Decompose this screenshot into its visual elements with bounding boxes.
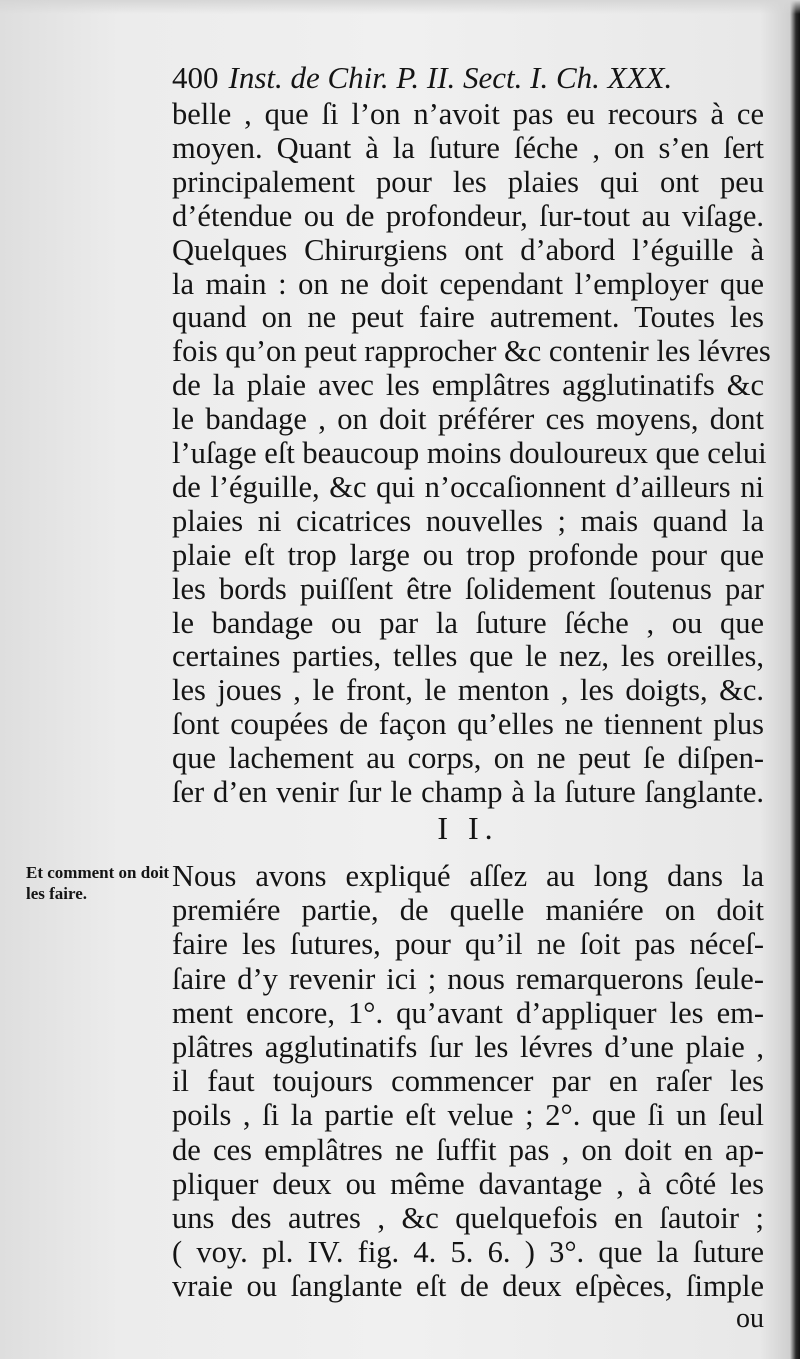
text-line: quand on ne peut faire autrement. Toutes les <box>172 300 764 335</box>
text-line: ſer d’en venir ſur le champ à la ſuture ſanglante. <box>172 775 764 809</box>
text-line: plâtres agglutinatifs ſur les lévres d’une plaie , <box>172 1030 764 1064</box>
text-line: certaines parties, telles que le nez, les oreilles, <box>172 639 764 674</box>
running-header <box>172 58 768 98</box>
text-line: l’uſage eſt beaucoup moins douloureux que celui <box>172 436 767 470</box>
text-line: ſont coupées de façon qu’elles ne tiennent plus <box>172 707 764 742</box>
catchword: ou <box>736 1303 764 1334</box>
text-line: d’étendue ou de profondeur, ſur-tout au viſage. <box>172 198 764 233</box>
text-line: ſaire d’y revenir ici ; nous remarquerons ſeule- <box>172 961 764 996</box>
text-line: plaies ni cicatrices nouvelles ; mais quand la <box>172 503 764 538</box>
text-line: les joues , le front, le menton , les doigts, &c. <box>172 673 764 708</box>
text-line: principalement pour les plaies qui ont peu <box>172 164 764 199</box>
text-line: uns des autres , &c quelquefois en ſautoir ; <box>172 1201 764 1235</box>
section-heading: I I. <box>437 810 499 846</box>
running-title: Inst. de Chir. P. II. Sect. I. Ch. XXX. <box>228 60 673 95</box>
page-top-shadow <box>0 0 800 14</box>
text-line: fois qu’on peut rapprocher &c contenir les lévres <box>172 334 771 369</box>
text-line: ( voy. pl. IV. fig. 4. 5. 6. ) 3°. que la ſuture <box>172 1235 764 1270</box>
margin-note: Et comment on doit les faire. <box>26 863 170 903</box>
text-line: vraie ou ſanglante eſt de deux eſpèces, ſimple <box>172 1269 764 1304</box>
text-line: de la plaie avec les emplâtres agglutinatifs &c <box>172 368 764 403</box>
text-line: moyen. Quant à la ſuture ſéche , on s’en ſert <box>172 130 764 165</box>
text-line: de ces emplâtres ne ſuffit pas , on doit en ap- <box>172 1132 764 1167</box>
text-line: faire les ſutures, pour qu’il ne ſoit pas néceſ- <box>172 927 764 962</box>
text-line: le bandage ou par la ſuture ſéche , ou que <box>172 605 764 640</box>
text-line: le bandage , on doit préférer ces moyens, dont <box>172 402 764 437</box>
text-line: de l’éguille, &c qui n’occaſionnent d’ailleurs ni <box>172 469 764 504</box>
text-line: pliquer deux ou même davantage , à côté les <box>172 1166 764 1201</box>
text-line: la main : on ne doit cependant l’employer que <box>172 266 764 301</box>
text-line: Quelques Chirurgiens ont d’abord l’éguille à <box>172 232 764 267</box>
text-line: les bords puiſſent être ſolidement ſoutenus par <box>172 571 764 606</box>
text-line: poils , ſi la partie eſt velue ; 2°. que ſi un ſeul <box>172 1098 764 1133</box>
text-line: belle , que ſi l’on n’avoit pas eu recours à ce <box>172 97 764 131</box>
text-line: que lachement au corps, on ne peut ſe diſpen- <box>172 741 764 776</box>
text-line: Nous avons expliqué aſſez au long dans la <box>172 859 764 893</box>
text-line: il faut toujours commencer par en raſer les <box>172 1064 764 1099</box>
page-number: 400 <box>172 60 219 95</box>
text-line: ment encore, 1°. qu’avant d’appliquer les em- <box>172 995 764 1030</box>
text-line: plaie eſt trop large ou trop profonde pour que <box>172 537 764 572</box>
text-line: premiére partie, de quelle maniére on doit <box>172 893 764 928</box>
